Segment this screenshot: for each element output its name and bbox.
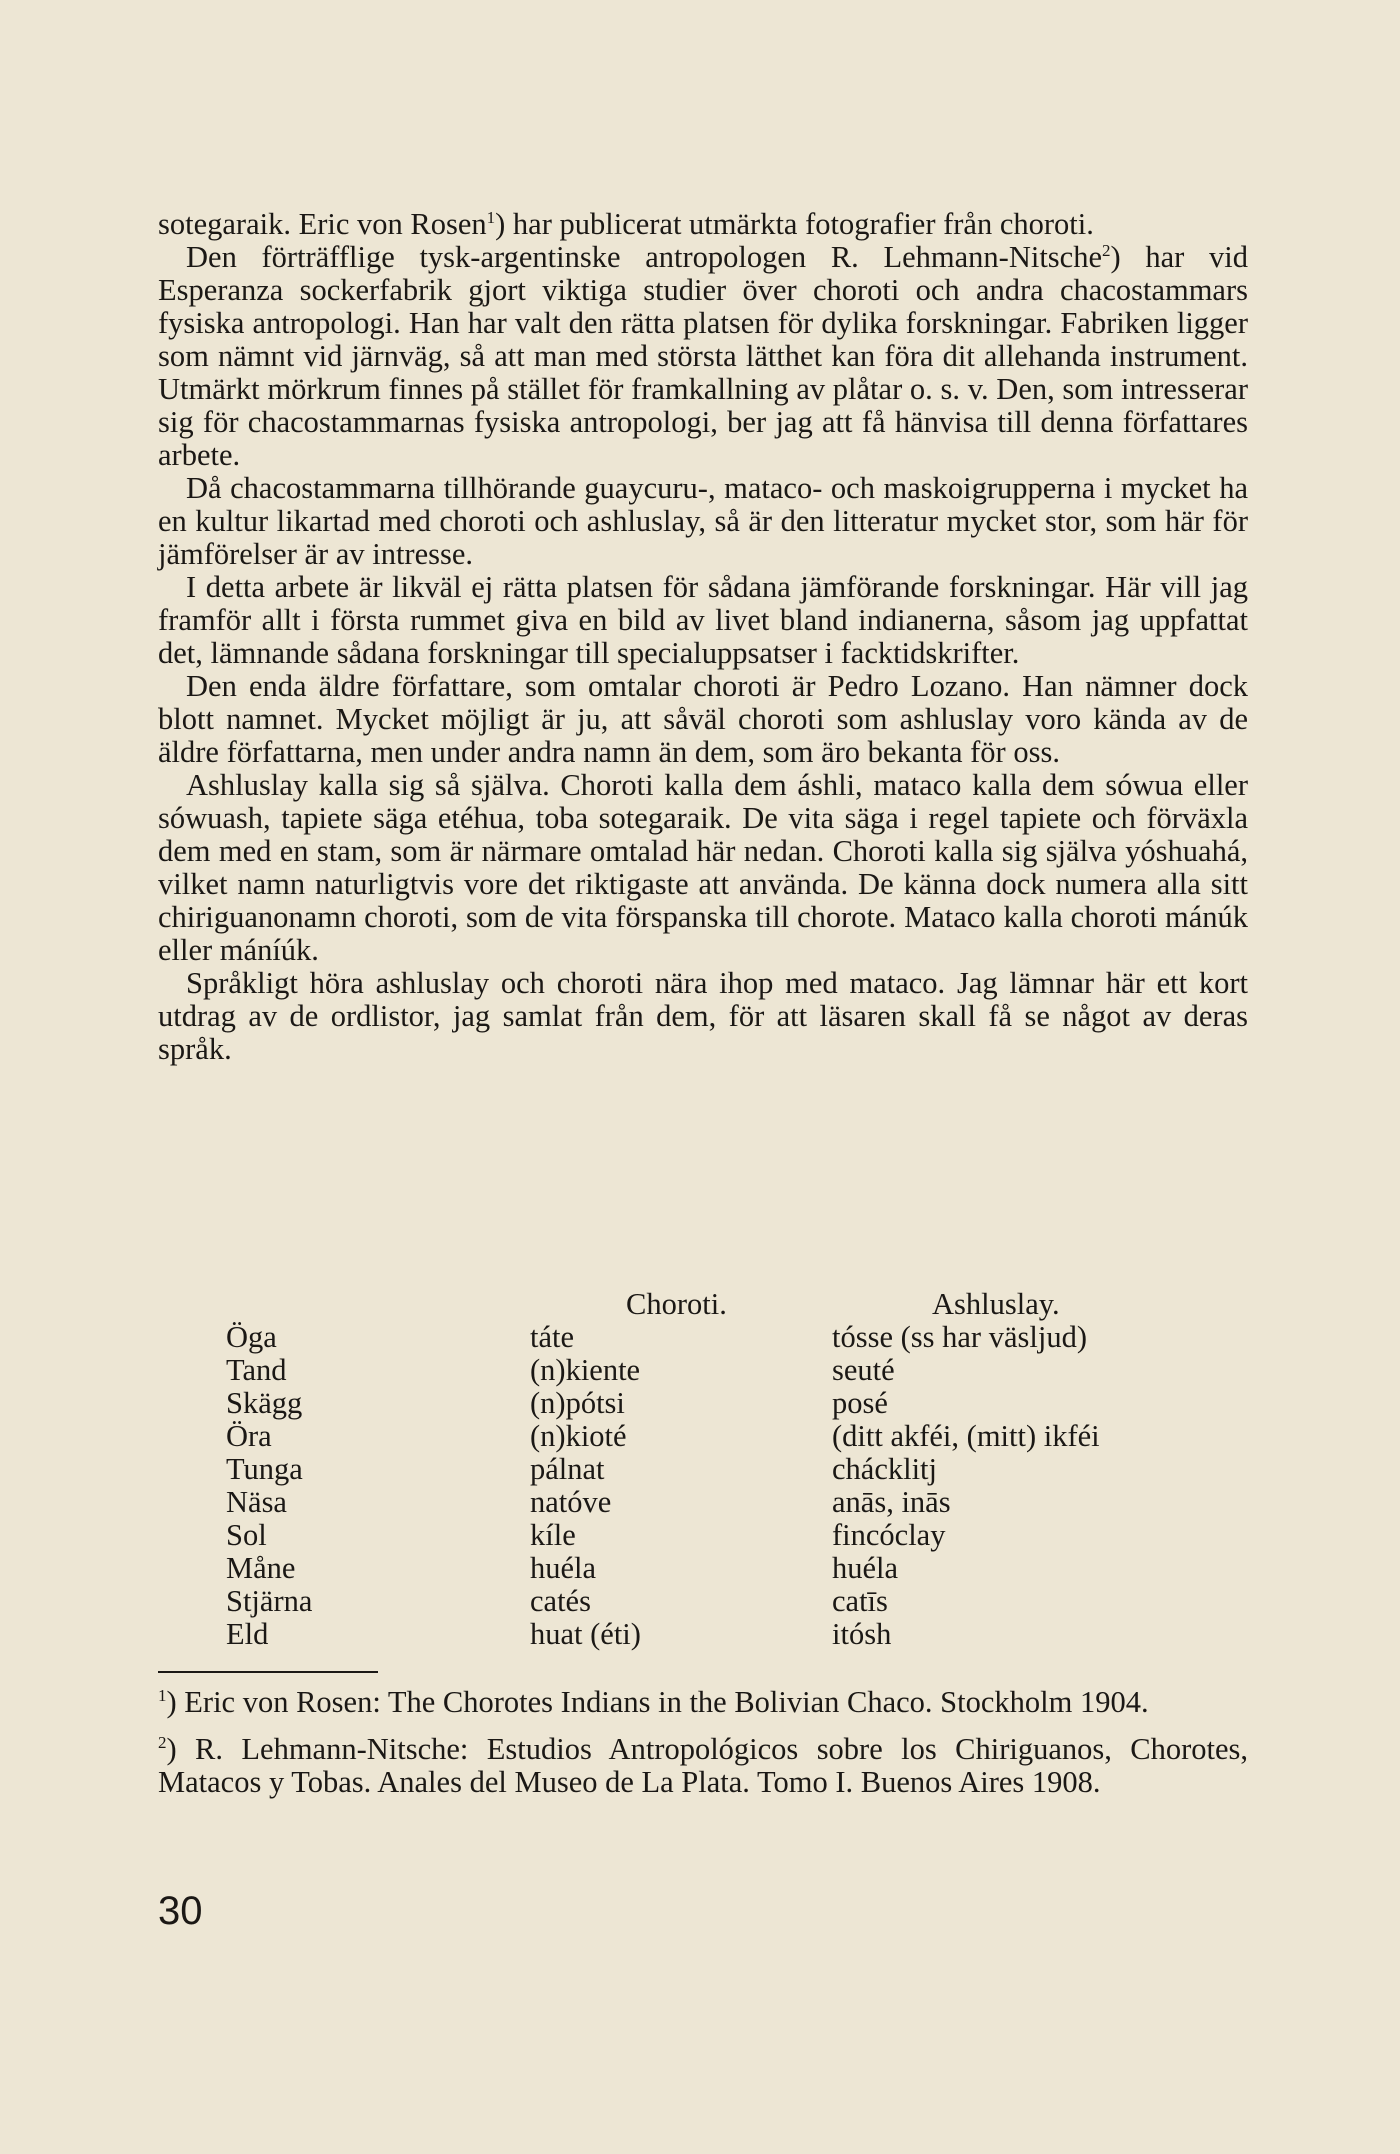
body-text xyxy=(158,208,1248,1066)
word-ashluslay: fincóclay xyxy=(832,1518,946,1552)
footnote-ref: 2 xyxy=(1102,240,1111,260)
word-choroti: kíle xyxy=(530,1518,576,1552)
word-choroti: huat (éti) xyxy=(530,1617,641,1651)
footnote: $^2$) R. Lehmann-Nitsche: Estudios Antropológicos sobre los Chiriguanos, Chorotes, Matacos y Tobas. Anales del Museo de La Plata. Tomo I. Buenos Aires 1908. xyxy=(158,1732,1248,1799)
word-swedish: Sol xyxy=(226,1518,267,1552)
page-number: 30 xyxy=(158,1889,203,1933)
vocabulary-row xyxy=(158,1321,1248,1354)
vocabulary-row xyxy=(158,1519,1248,1552)
word-ashluslay: (ditt akféi, (mitt) ikféi xyxy=(832,1419,1100,1453)
word-swedish: Skägg xyxy=(226,1386,303,1420)
header-swedish xyxy=(158,1288,530,1321)
paragraph: Den enda äldre författare, som omtalar choroti är Pedro Lozano. Han nämner dock blott namnet. Mycket möjligt är ju, att såväl choroti som ashluslay voro kända av de äldre författarna, men under andra namn än dem, som äro bekanta för oss. xyxy=(158,669,1248,769)
vocabulary-row xyxy=(158,1552,1248,1585)
word-choroti: (n)kiente xyxy=(530,1353,641,1387)
word-ashluslay: catīs xyxy=(832,1584,888,1618)
vocabulary-rows xyxy=(158,1321,1248,1651)
vocabulary-row xyxy=(158,1354,1248,1387)
word-choroti: pálnat xyxy=(530,1452,605,1486)
paragraph: Ashluslay kalla sig så själva. Choroti kalla dem áshli, mataco kalla dem sówua eller sówuash, tapiete säga etéhua, toba sotegaraik. De vita säga i regel tapiete och förväxla dem med en stam, som är närmare omtalad här nedan. Choroti kalla sig själva yóshuahá, vilket namn naturligtvis vore det riktigaste att använda. De känna dock numera alla sitt chiriguanonamn choroti, som de vita förspanska till chorote. Mataco kalla choroti mánúk eller máníúk. xyxy=(158,768,1248,967)
word-swedish: Eld xyxy=(226,1617,269,1651)
word-ashluslay: anās, inās xyxy=(832,1485,951,1519)
paragraph: sotegaraik. Eric von Rosen$^1$) har publicerat utmärkta fotografier från choroti. xyxy=(158,207,1094,241)
word-choroti: (n)pótsi xyxy=(530,1386,625,1420)
vocabulary-table xyxy=(158,1288,1248,1651)
word-swedish: Öga xyxy=(226,1320,277,1354)
paragraph: I detta arbete är likväl ej rätta platsen för sådana jämförande forskningar. Här vill jag framför allt i första rummet giva en bild av livet bland indianerna, såsom jag uppfattat det, lämnande sådana forskningar till specialuppsatser i facktidskrifter. xyxy=(158,570,1248,670)
word-ashluslay: chácklitj xyxy=(832,1452,938,1486)
vocabulary-row xyxy=(158,1420,1248,1453)
word-swedish: Måne xyxy=(226,1551,296,1585)
vocabulary-row xyxy=(158,1387,1248,1420)
vocabulary-row xyxy=(158,1453,1248,1486)
paragraph: Den förträfflige tysk-argentinske antropologen R. Lehmann-Nitsche$^2$) har vid Esperanza sockerfabrik gjort viktiga studier över choroti och andra chacostammars fysiska antropologi. Han har valt den rätta platsen för dylika forskningar. Fabriken ligger som nämnt vid järnväg, så att man med största lätthet kan föra dit allehanda instrument. Utmärkt mörkrum finnes på stället för framkallning av plåtar o. s. v. Den, som intresserar sig för chacostammarnas fysiska antropologi, ber jag att få hänvisa till denna författares arbete. xyxy=(158,240,1249,472)
word-swedish: Tunga xyxy=(226,1452,303,1486)
word-choroti: (n)kioté xyxy=(530,1419,627,1453)
header-ashluslay: Ashluslay. xyxy=(932,1287,1060,1321)
word-ashluslay: itósh xyxy=(832,1617,892,1651)
header-choroti: Choroti. xyxy=(626,1287,727,1321)
vocabulary-row xyxy=(158,1585,1248,1618)
vocabulary-row xyxy=(158,1486,1248,1519)
word-choroti: táte xyxy=(530,1320,575,1354)
word-ashluslay: tósse (ss har väsljud) xyxy=(832,1320,1087,1354)
word-ashluslay: huéla xyxy=(832,1551,899,1585)
vocabulary-row xyxy=(158,1618,1248,1651)
footnote-divider xyxy=(158,1671,378,1673)
word-ashluslay: posé xyxy=(832,1386,888,1420)
word-swedish: Öra xyxy=(226,1419,272,1453)
word-swedish: Tand xyxy=(226,1353,287,1387)
word-choroti: catés xyxy=(530,1584,591,1618)
footnote-ref: 1 xyxy=(486,207,496,227)
footnote: $^1$) Eric von Rosen: The Chorotes Indians in the Bolivian Chaco. Stockholm 1904. xyxy=(158,1685,1149,1719)
vocabulary-header xyxy=(158,1288,1248,1321)
word-swedish: Stjärna xyxy=(226,1584,313,1618)
word-swedish: Näsa xyxy=(226,1485,287,1519)
word-choroti: huéla xyxy=(530,1551,597,1585)
word-ashluslay: seuté xyxy=(832,1353,895,1387)
paragraph: Då chacostammarna tillhörande guaycuru-, mataco- och maskoigrupperna i mycket ha en kultur likartad med choroti och ashluslay, så är den litteratur mycket stor, som här för jämförelser är av intresse. xyxy=(158,471,1248,571)
paragraph: Språkligt höra ashluslay och choroti nära ihop med mataco. Jag lämnar här ett kort utdrag av de ordlistor, jag samlat från dem, för att läsaren skall få se något av deras språk. xyxy=(158,966,1248,1066)
footnotes xyxy=(158,1686,1248,1813)
word-choroti: natóve xyxy=(530,1485,612,1519)
